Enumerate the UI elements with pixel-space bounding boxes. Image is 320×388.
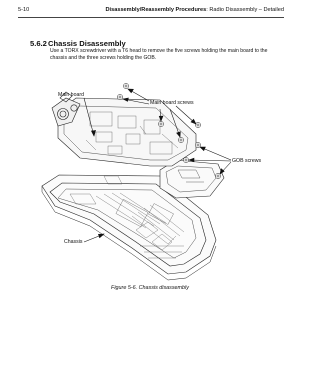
label-gob-screws: GOB screws (232, 158, 262, 164)
screw-1 (123, 83, 128, 88)
screw-7 (183, 157, 188, 162)
screw-4 (195, 122, 200, 127)
running-title-rest: : Radio Disassembly – Detailed (206, 7, 284, 13)
figure-caption: Figure 5-6. Chassis disassembly (111, 285, 189, 291)
section-body: Use a TORX screwdriver with a T6 head to remove the five screws holding the main board to the chassis and the three screws holding the GOB. (50, 48, 268, 61)
section-number: 5.6.2 (30, 39, 47, 48)
running-title-bold: Disassembly/Reassembly Procedures (105, 7, 207, 13)
section-title: Chassis Disassembly (48, 39, 126, 48)
label-chassis: Chassis (64, 239, 83, 245)
label-main-board-screws: Main board screws (150, 100, 194, 106)
screw-5 (178, 137, 183, 142)
label-main-board: Main board (58, 92, 84, 98)
screw-3 (158, 121, 163, 126)
page-number: 5-10 (18, 7, 30, 13)
screw-2 (117, 94, 122, 99)
